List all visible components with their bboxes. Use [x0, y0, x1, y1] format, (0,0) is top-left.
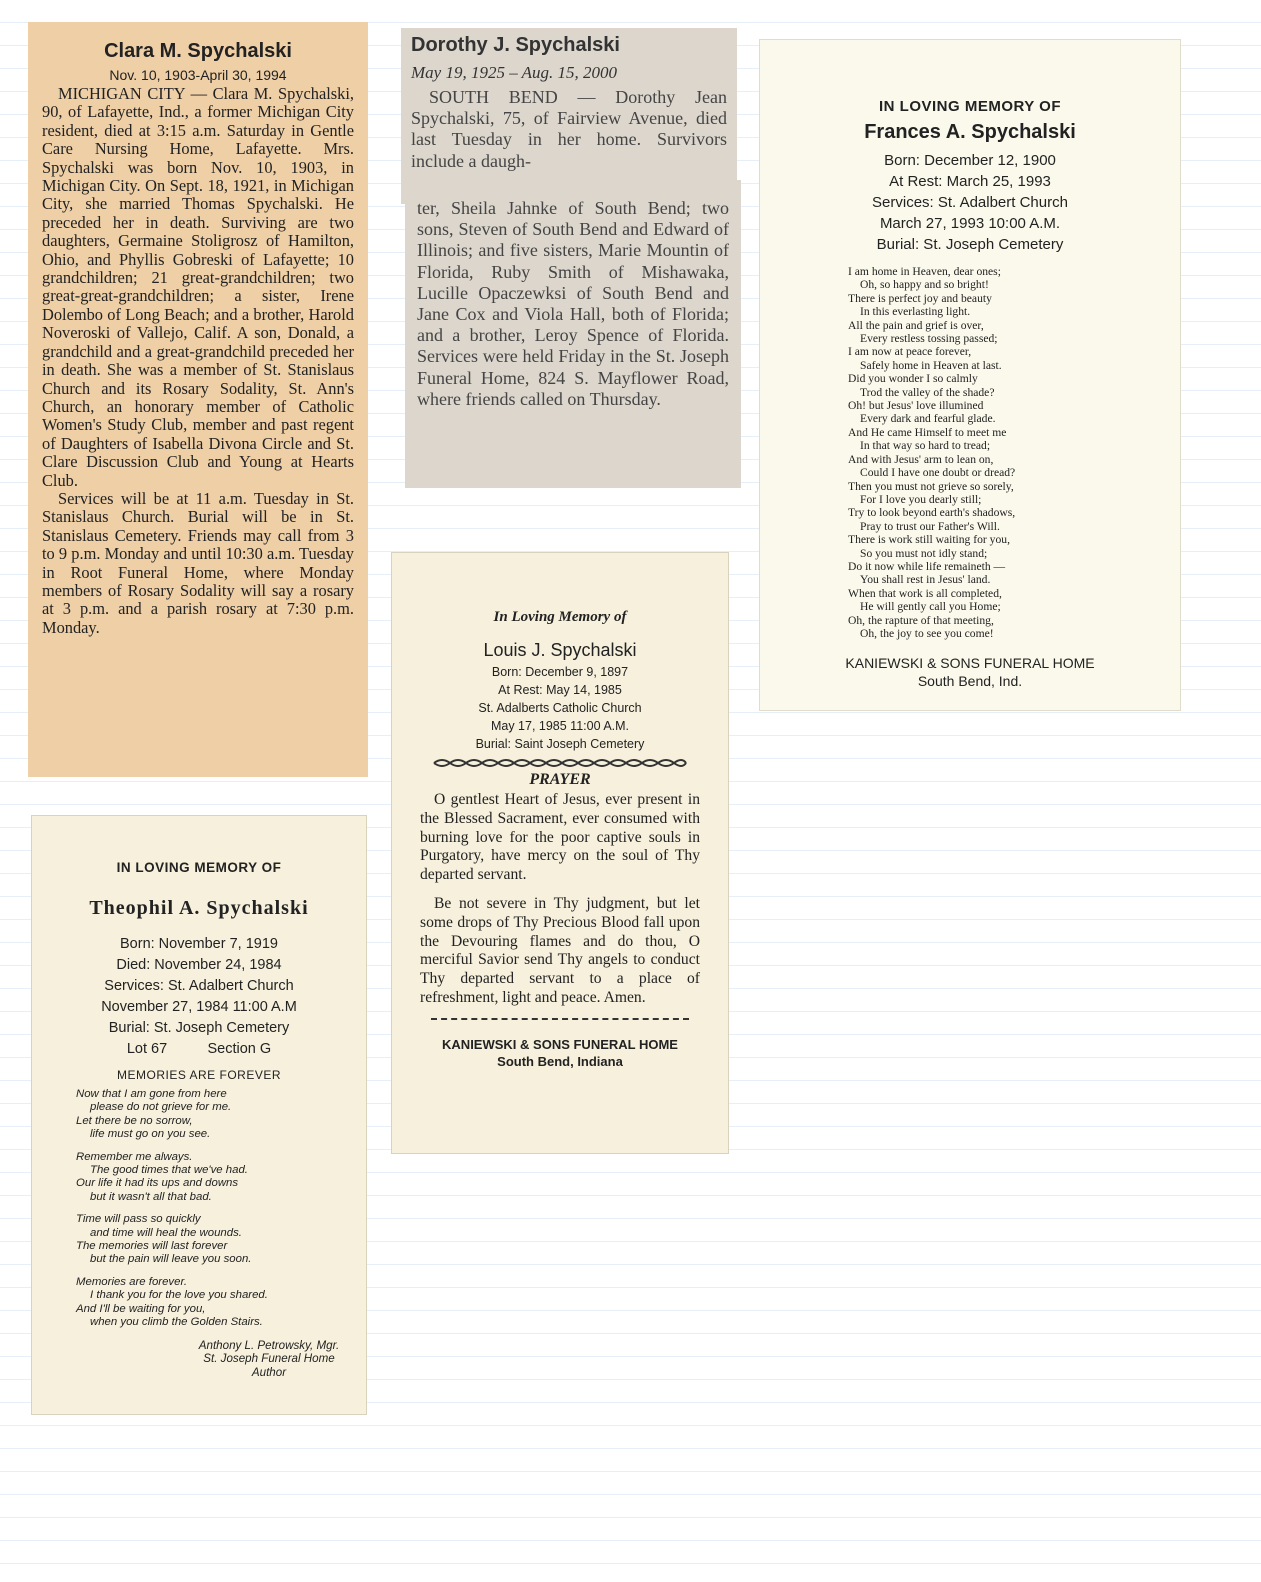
poem-line: and time will heal the wounds. — [90, 1226, 242, 1239]
theophil-name: Theophil A. Spychalski — [89, 897, 309, 919]
louis-heading: In Loving Memory of — [493, 609, 627, 625]
poem-line: Pray to trust our Father's Will. — [860, 519, 1000, 533]
frances-services: Services: St. Adalbert Church — [872, 194, 1068, 211]
theophil-services: Services: St. Adalbert Church — [104, 978, 294, 994]
signature-line: Author — [251, 1365, 287, 1379]
louis-born: Born: December 9, 1897 — [491, 665, 629, 679]
dorothy-name: Dorothy J. Spychalski — [411, 34, 620, 56]
poem-line: Remember me always. — [76, 1150, 193, 1163]
poem-line: life must go on you see. — [90, 1128, 211, 1141]
frances-born: Born: December 12, 1900 — [884, 152, 1056, 169]
dorothy-clipping-top — [401, 28, 737, 204]
dorothy-text-part1: SOUTH BEND — Dorothy Jean Spychalski, 75, of Fairview Avenue, died last Tuesday in her home. Survivors include a daugh- — [411, 87, 727, 171]
prayer-paragraph-2: Be not severe in Thy judgment, but let some drops of Thy Precious Blood fall upon the Devouring flames and do thou, O merciful Savior send Thy angels to conduct Thy departed servant to a place of refreshment, light and peace. Amen. — [420, 894, 700, 1006]
poem-line: I thank you for the love you shared. — [90, 1289, 268, 1302]
theophil-died: Died: November 24, 1984 — [116, 957, 282, 973]
louis-memorial-card — [392, 553, 728, 1153]
poem-line: but the pain will leave you soon. — [90, 1253, 252, 1266]
frances-heading: IN LOVING MEMORY OF — [878, 98, 1061, 115]
poem-line: There is perfect joy and beauty — [848, 291, 992, 305]
theophil-burial: Burial: St. Joseph Cemetery — [108, 1020, 290, 1036]
frances-memorial-card — [760, 40, 1180, 710]
poem-stanza — [76, 1276, 348, 1330]
poem-line: For I love you dearly still; — [860, 492, 982, 506]
poem-line: You shall rest in Jesus' land. — [860, 573, 991, 587]
frances-date-time: March 27, 1993 10:00 A.M. — [879, 215, 1061, 232]
louis-date-time: May 17, 1985 11:00 A.M. — [490, 719, 630, 733]
funeral-home-name: KANIEWSKI & SONS FUNERAL HOME — [845, 655, 1095, 672]
poem-line: There is work still waiting for you, — [848, 533, 1010, 547]
clara-paragraph-1: MICHIGAN CITY — Clara M. Spychalski, 90, of Lafayette, Ind., a former Michigan City resident, died at 3:15 a.m. Saturday in Gentle Care Nursing Home, Lafayette. Mrs. Spychalski was born Nov. 10, 1903, in Michigan City. On Sept. 18, 1921, in Michigan City, she married Thomas Spychalski. He preceded her in death. Surviving are two daughters, Germaine Stoligrosz of Hamilton, Ohio, and Phyllis Gobreski of Lafayette; 10 grandchildren; 21 great-grandchildren; two great-great-grandchildren; a sister, Irene Dolembo of Long Beach; and a brother, Harold Noveroski of Vallejo, Calif. A son, Donald, a grandchild and a great-grandchild preceded her in death. She was a member of St. Stanislaus Church and its Rosary Sodality, St. Ann's Church, an honorary member of Catholic Women's Study Club, member and past regent of Daughters of Isabella Divona Circle and St. Clare Discussion Club and Young at Hearts Club. — [42, 84, 354, 490]
poem-line: Oh, the rapture of that meeting, — [848, 613, 994, 627]
dashed-divider — [431, 1018, 689, 1024]
poem-line: please do not grieve for me. — [90, 1101, 232, 1114]
poem-line: Do it now while life remaineth — — [848, 559, 1006, 573]
poem-line: When that work is all completed, — [848, 586, 1002, 600]
poem-line: Memories are forever. — [76, 1275, 187, 1288]
poem-line: Now that I am gone from here — [76, 1088, 227, 1100]
poem-line: All the pain and grief is over, — [848, 318, 984, 332]
frances-rest: At Rest: March 25, 1993 — [889, 173, 1051, 190]
poem-line: when you climb the Golden Stairs. — [90, 1316, 263, 1329]
poem-line: Oh, the joy to see you come! — [860, 626, 994, 640]
louis-burial: Burial: Saint Joseph Cemetery — [475, 737, 645, 751]
clara-obituary-clipping — [28, 22, 368, 777]
clara-dates: Nov. 10, 1903-April 30, 1994 — [109, 67, 287, 83]
ornament-wave-divider — [432, 757, 688, 769]
funeral-home-city: South Bend, Indiana — [497, 1053, 623, 1069]
poem-line: And I'll be waiting for you, — [76, 1302, 206, 1315]
louis-name: Louis J. Spychalski — [483, 640, 637, 660]
poem-line: And with Jesus' arm to lean on, — [848, 452, 994, 466]
poem-line: In that way so hard to tread; — [860, 439, 991, 453]
funeral-home-name: KANIEWSKI & SONS FUNERAL HOME — [442, 1036, 678, 1052]
poem-line: but it wasn't all that bad. — [90, 1190, 212, 1203]
poem-line: Every restless tossing passed; — [860, 332, 998, 346]
poem-line: I am now at peace forever, — [848, 345, 972, 359]
poem-stanza — [76, 1213, 348, 1267]
poem-line: I am home in Heaven, dear ones; — [848, 265, 1001, 278]
poem-line: The memories will last forever — [76, 1240, 228, 1253]
poem-line: Our life it had its ups and downs — [76, 1177, 239, 1190]
theophil-heading: IN LOVING MEMORY OF — [116, 860, 282, 875]
poem-line: Oh, so happy and so bright! — [860, 278, 989, 292]
poem-line: The good times that we've had. — [90, 1164, 248, 1177]
theophil-born: Born: November 7, 1919 — [120, 936, 278, 952]
poem-line: Let there be no sorrow, — [76, 1114, 193, 1127]
poem-line: Safely home in Heaven at last. — [860, 358, 1002, 372]
poem-line: In this everlasting light. — [860, 305, 971, 319]
signature-line: St. Joseph Funeral Home — [203, 1352, 335, 1366]
louis-church: St. Adalberts Catholic Church — [478, 701, 642, 715]
poem-stanza — [76, 1151, 348, 1205]
clara-name: Clara M. Spychalski — [104, 40, 292, 62]
louis-funeral-home — [420, 1036, 700, 1070]
poem-line: Could I have one doubt or dread? — [860, 466, 1016, 480]
frances-name: Frances A. Spychalski — [864, 121, 1076, 143]
frances-burial: Burial: St. Joseph Cemetery — [876, 236, 1064, 253]
louis-rest: At Rest: May 14, 1985 — [498, 683, 622, 697]
memories-heading: MEMORIES ARE FOREVER — [116, 1068, 282, 1082]
poem-line: Time will pass so quickly — [76, 1213, 201, 1226]
frances-funeral-home — [780, 654, 1160, 690]
theophil-memorial-card — [32, 816, 366, 1414]
poem-line: So you must not idly stand; — [860, 546, 988, 560]
poem-line: Try to look beyond earth's shadows, — [848, 506, 1016, 520]
poem-line: Trod the valley of the shade? — [860, 385, 995, 399]
poem-line: Every dark and fearful glade. — [860, 412, 996, 426]
funeral-home-city: South Bend, Ind. — [917, 673, 1023, 690]
prayer-paragraph-1: O gentlest Heart of Jesus, ever present in the Blessed Sacrament, ever consumed with burning love for the poor captive souls in Purgatory, have mercy on the soul of Thy departed servant. — [420, 791, 700, 884]
theophil-date-time: November 27, 1984 11:00 A.M — [101, 999, 297, 1015]
dorothy-text-part2: ter, Sheila Jahnke of South Bend; two sons, Steven of South Bend and Edward of Illinois; and five sisters, Marie Mountin of Florida, Ruby Smith of Mishawaka, Lucille Opaczewksi of South Bend and Jane Cox and Viola Hall, both of Florida; and a brother, Leroy Spence of Florida. Services were held Friday in the St. Joseph Funeral Home, 824 S. Mayflower Road, where friends called on Thursday. — [417, 198, 729, 409]
dorothy-dates: May 19, 1925 – Aug. 15, 2000 — [411, 63, 618, 82]
theophil-poem — [76, 1088, 348, 1330]
poem-line: Did you wonder I so calmly — [848, 372, 978, 386]
poem-line: Oh! but Jesus' love illumined — [848, 399, 984, 413]
poem-stanza — [76, 1088, 348, 1142]
prayer-title: PRAYER — [529, 771, 591, 788]
poem-line: And He came Himself to meet me — [848, 425, 1007, 439]
dorothy-clipping-bottom — [405, 180, 741, 488]
theophil-lot-section: Lot 67 Section G — [126, 1041, 272, 1057]
frances-poem — [848, 265, 1160, 640]
poem-line: Then you must not grieve so sorely, — [848, 479, 1014, 493]
poem-line: He will gently call you Home; — [860, 600, 1001, 614]
theophil-signature — [190, 1339, 348, 1380]
clara-paragraph-2: Services will be at 11 a.m. Tuesday in St. Stanislaus Church. Burial will be in St. Stanislaus Cemetery. Friends may call from 3 to 9 p.m. Monday and until 10:30 a.m. Tuesday in Root Funeral Home, where Monday members of Rosary Sodality will say a rosary at 3 p.m. and a parish rosary at 7:30 p.m. Monday. — [42, 488, 354, 637]
signature-line: Anthony L. Petrowsky, Mgr. — [198, 1338, 340, 1352]
